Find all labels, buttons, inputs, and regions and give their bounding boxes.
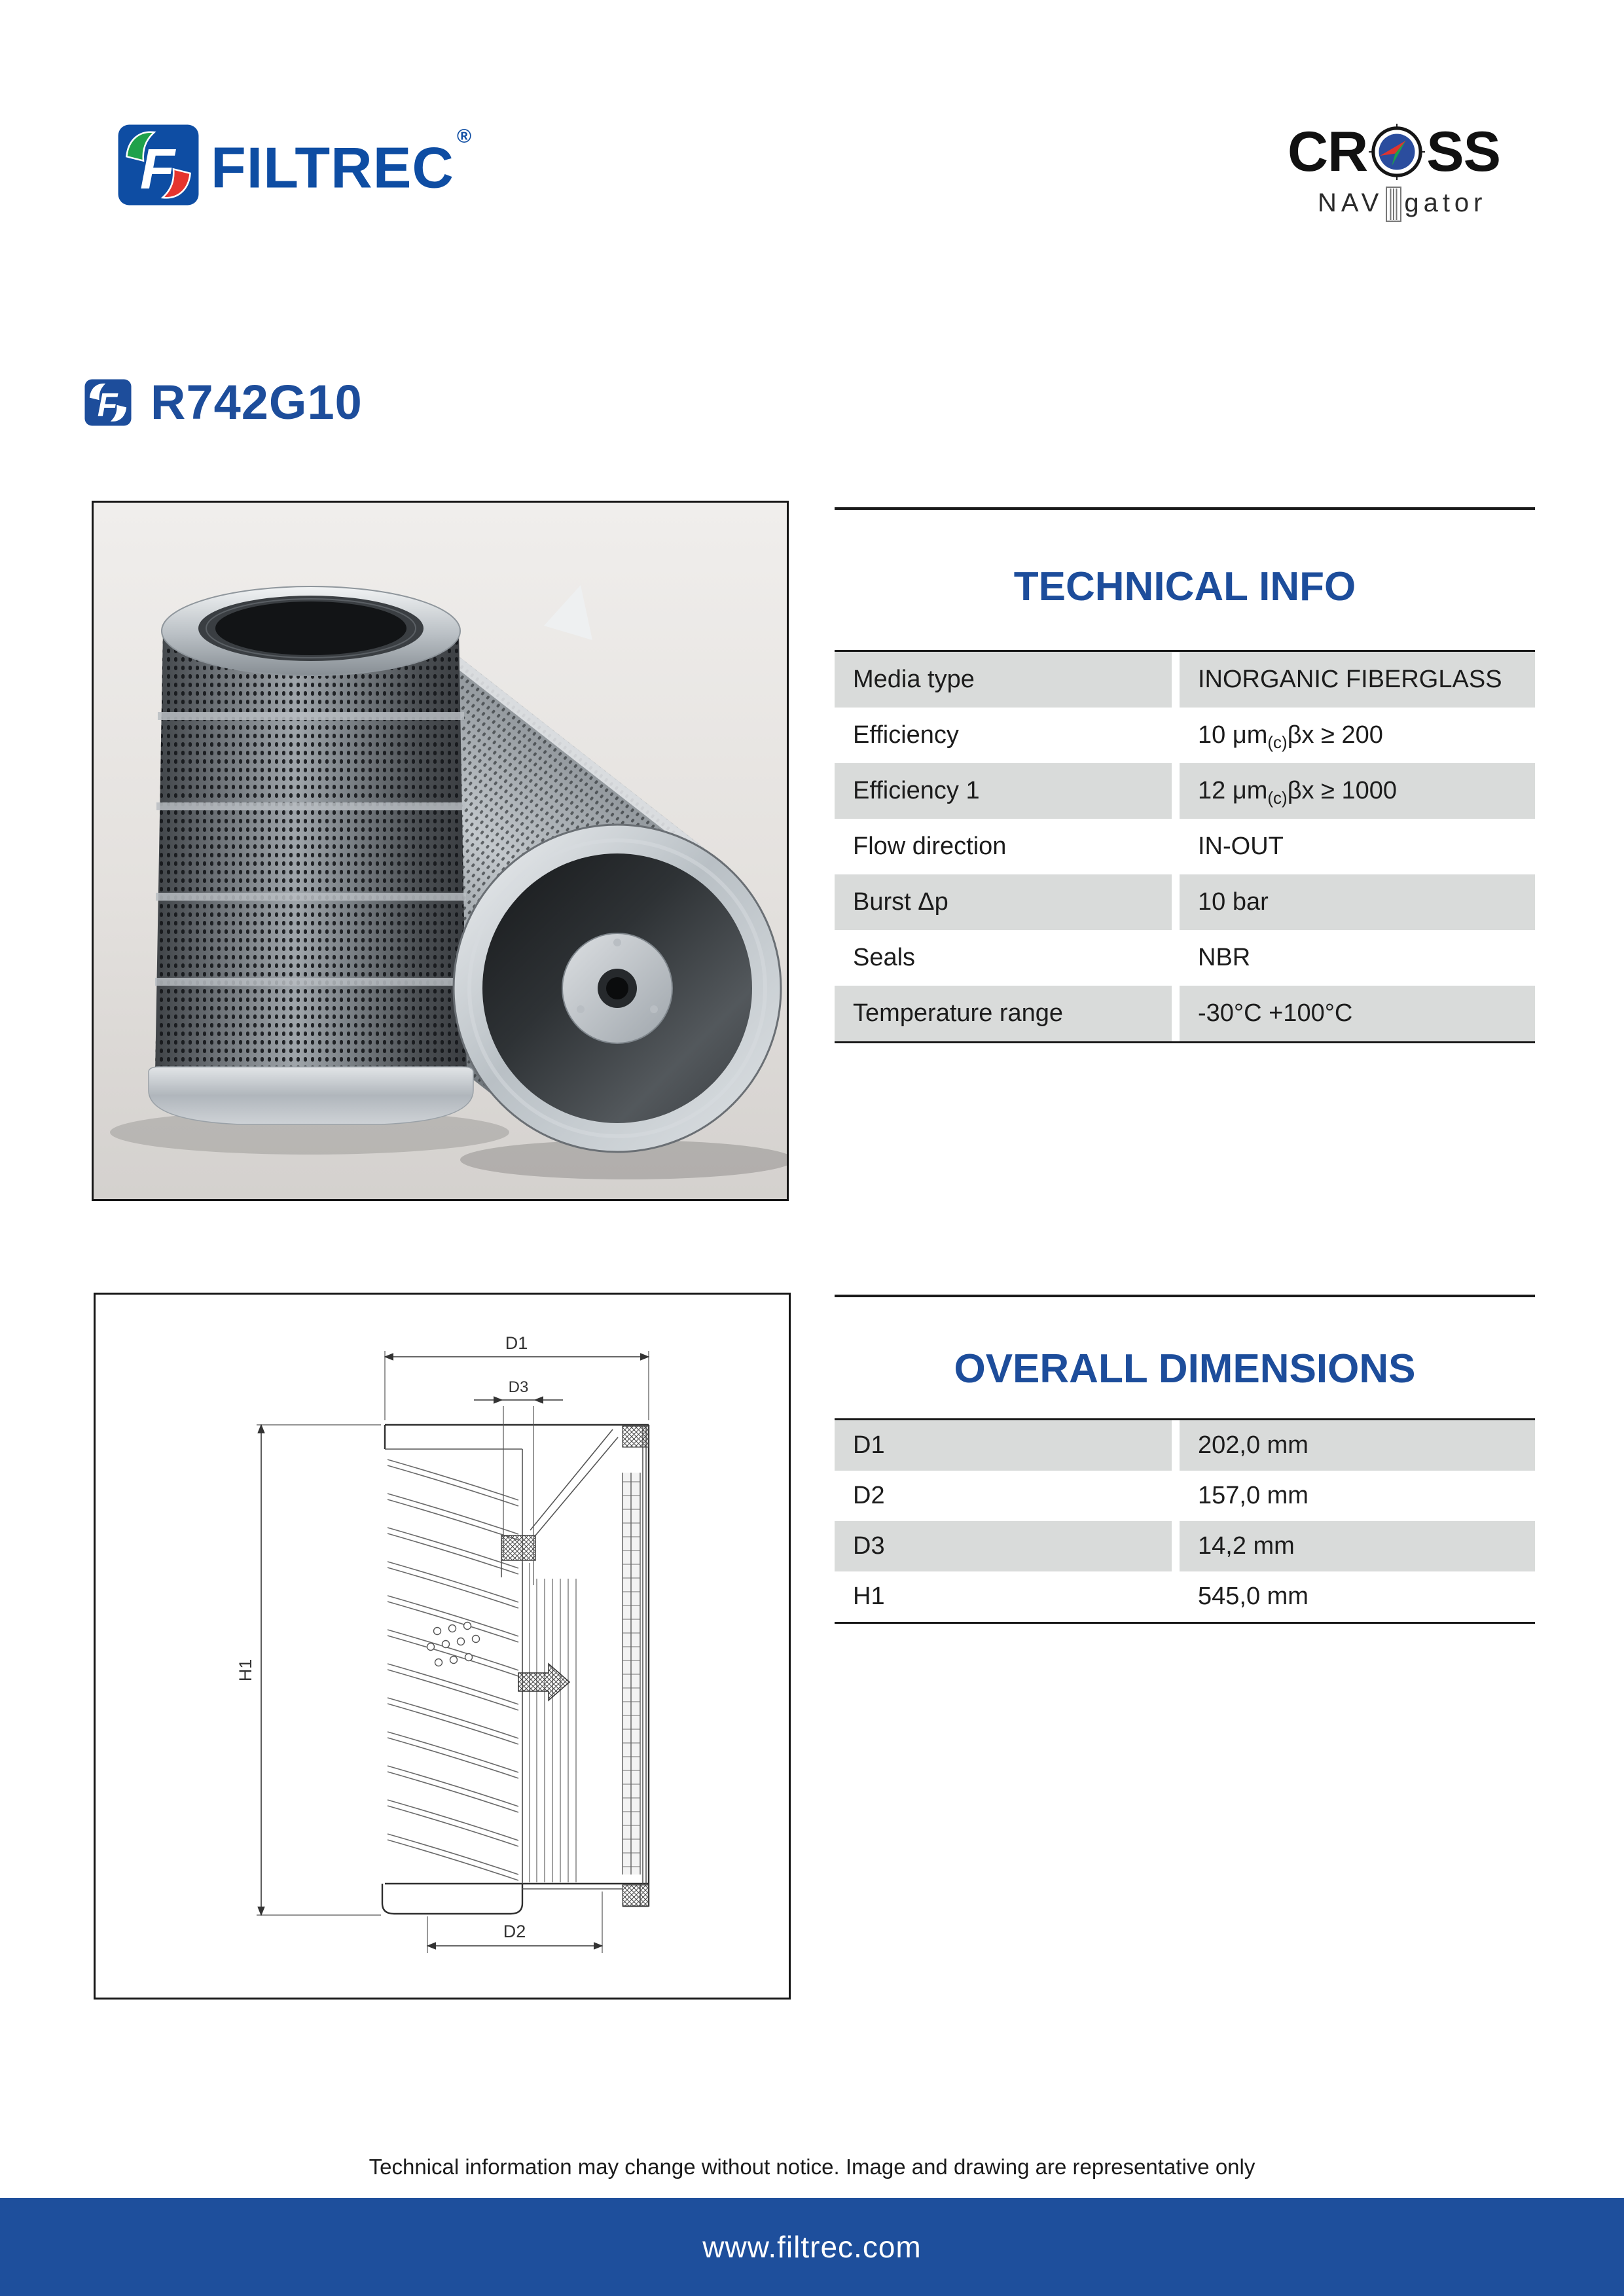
product-title-icon bbox=[84, 378, 132, 427]
table-row bbox=[835, 986, 1535, 1041]
row-value bbox=[1180, 763, 1535, 819]
drawing-label-d1: D1 bbox=[505, 1333, 528, 1353]
overall-dimensions-title: OVERALL DIMENSIONS bbox=[954, 1346, 1416, 1391]
table-row bbox=[835, 1420, 1535, 1471]
website-link[interactable]: www.filtrec.com bbox=[702, 2230, 922, 2264]
flow-arrow bbox=[518, 1664, 569, 1700]
row-value: INORGANIC FIBERGLASS bbox=[1180, 652, 1535, 708]
dimension-drawing-image bbox=[96, 1295, 789, 1998]
row-label: Temperature range bbox=[835, 986, 1172, 1041]
nav-text: NAV bbox=[1318, 188, 1384, 217]
overall-dimensions-section bbox=[835, 1295, 1535, 1624]
row-value: 545,0 mm bbox=[1198, 1583, 1308, 1610]
row-value: 202,0 mm bbox=[1180, 1420, 1535, 1471]
drawing-label-h1: H1 bbox=[236, 1659, 255, 1682]
table-row bbox=[835, 930, 1535, 986]
technical-info-table bbox=[835, 650, 1535, 1043]
technical-info-section bbox=[835, 507, 1535, 1043]
row-value bbox=[1180, 708, 1535, 763]
product-photo-image bbox=[94, 503, 787, 1199]
row-label: Efficiency bbox=[853, 721, 959, 749]
row-value: -30°C +100°C bbox=[1180, 986, 1535, 1041]
value-subscript: (c) bbox=[1267, 732, 1288, 752]
filtrec-logo bbox=[117, 120, 473, 209]
technical-info-title: TECHNICAL INFO bbox=[1013, 564, 1356, 609]
column-icon bbox=[1385, 186, 1402, 223]
filtrec-logo-icon bbox=[117, 123, 200, 207]
drawing-label-d3: D3 bbox=[508, 1378, 529, 1396]
drawing-label-d2: D2 bbox=[503, 1922, 526, 1941]
product-title bbox=[84, 374, 363, 430]
row-label: D1 bbox=[835, 1420, 1172, 1471]
row-label: D2 bbox=[853, 1482, 885, 1509]
value-tail: βx ≥ 1000 bbox=[1287, 777, 1398, 804]
row-value: NBR bbox=[1198, 944, 1251, 971]
table-row bbox=[835, 1521, 1535, 1571]
dimension-drawing bbox=[94, 1293, 791, 2000]
row-label: Flow direction bbox=[853, 833, 1007, 860]
cross-text-right: SS bbox=[1426, 120, 1500, 183]
disclaimer-text: Technical information may change without notice. Image and drawing are representative only bbox=[369, 2155, 1255, 2179]
cross-logo-line bbox=[1288, 122, 1500, 182]
product-photo bbox=[92, 501, 789, 1201]
row-label: Efficiency 1 bbox=[835, 763, 1172, 819]
row-label: D3 bbox=[835, 1521, 1172, 1571]
registered-mark: ® bbox=[456, 126, 473, 147]
value-subscript: (c) bbox=[1267, 788, 1288, 808]
cross-navigator-logo bbox=[1288, 122, 1500, 221]
table-row bbox=[835, 652, 1535, 708]
table-row bbox=[835, 819, 1535, 874]
value-main: 10 μm bbox=[1198, 721, 1268, 749]
table-row bbox=[835, 708, 1535, 763]
table-row bbox=[835, 1471, 1535, 1521]
row-label: H1 bbox=[853, 1583, 885, 1610]
cross-text-left: CR bbox=[1288, 120, 1368, 183]
row-label: Seals bbox=[853, 944, 916, 971]
row-value: IN-OUT bbox=[1198, 833, 1284, 860]
row-label: Burst Δp bbox=[835, 874, 1172, 930]
value-tail: βx ≥ 200 bbox=[1287, 721, 1383, 749]
row-value: 10 bar bbox=[1180, 874, 1535, 930]
value-main: 12 μm bbox=[1198, 777, 1268, 804]
gator-text: gator bbox=[1404, 188, 1487, 217]
product-code: R742G10 bbox=[151, 375, 363, 429]
table-row bbox=[835, 874, 1535, 930]
svg-text:F: F bbox=[139, 137, 175, 201]
navigator-logo-line bbox=[1288, 185, 1487, 221]
compass-icon bbox=[1369, 124, 1425, 180]
table-row bbox=[835, 1571, 1535, 1622]
footer-bar bbox=[0, 2198, 1624, 2296]
row-value: 157,0 mm bbox=[1198, 1482, 1308, 1509]
row-value: 14,2 mm bbox=[1180, 1521, 1535, 1571]
overall-dimensions-table bbox=[835, 1418, 1535, 1624]
filtrec-wordmark: FILTREC ® bbox=[211, 126, 473, 200]
svg-text:F: F bbox=[97, 386, 118, 423]
table-row bbox=[835, 763, 1535, 819]
row-label: Media type bbox=[835, 652, 1172, 708]
